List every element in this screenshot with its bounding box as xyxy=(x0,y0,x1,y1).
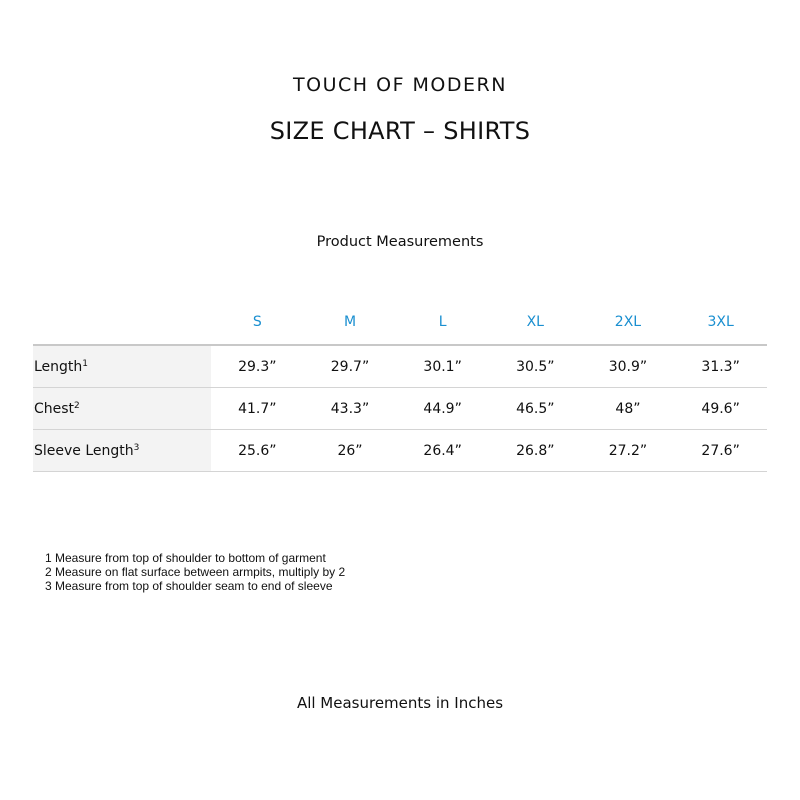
size-header-l: L xyxy=(396,300,489,345)
footnote-1: 1 Measure from top of shoulder to bottom of garment xyxy=(45,551,326,565)
footnote-marker: 1 xyxy=(82,358,89,369)
footnotes xyxy=(45,551,345,593)
footnote-3: 3 Measure from top of shoulder seam to end of sleeve xyxy=(45,579,333,593)
table-cell: 29.3” xyxy=(238,358,277,375)
size-header-row xyxy=(33,300,767,345)
size-header-2xl: 2XL xyxy=(582,300,675,345)
table-cell: 30.5” xyxy=(516,358,555,375)
row-label-chest xyxy=(33,388,211,430)
size-header-3xl: 3XL xyxy=(674,300,767,345)
table-cell: 29.7” xyxy=(330,358,370,375)
table-cell: 46.5” xyxy=(489,388,582,430)
table-cell: 26” xyxy=(304,430,397,472)
table-cell: 25.6” xyxy=(211,430,304,472)
table-cell: 30.9” xyxy=(608,358,648,375)
units-footer: All Measurements in Inches xyxy=(296,694,504,712)
table-cell: 26.4” xyxy=(396,430,489,472)
footnote-2: 2 Measure on flat surface between armpits, multiply by 2 xyxy=(45,565,346,579)
table-row-chest xyxy=(33,388,767,430)
size-header-xl: XL xyxy=(489,300,582,345)
table-cell: 48” xyxy=(582,388,675,430)
table-cell: 43.3” xyxy=(304,388,397,430)
size-header-s: S xyxy=(211,300,304,345)
size-header-m: M xyxy=(304,300,397,345)
size-table xyxy=(33,300,767,472)
row-label-length xyxy=(33,345,211,388)
table-cell: 41.7” xyxy=(211,388,304,430)
table-cell: 44.9” xyxy=(396,388,489,430)
page-title: SIZE CHART – SHIRTS xyxy=(269,117,531,145)
table-cell: 31.3” xyxy=(701,358,740,375)
row-label-text: Chest xyxy=(34,400,75,417)
table-row-sleeve-length xyxy=(33,430,767,472)
row-label-sleeve-length xyxy=(33,430,211,472)
header-spacer xyxy=(33,300,211,345)
table-caption: Product Measurements xyxy=(316,234,484,250)
table-cell: 27.6” xyxy=(674,430,767,472)
brand-logo-text: TOUCH OF MODERN xyxy=(293,74,507,96)
footnote-marker: 2 xyxy=(74,400,80,411)
table-row-length xyxy=(33,345,767,388)
footnote-marker: 3 xyxy=(133,442,140,453)
table-cell: 30.1” xyxy=(423,358,462,375)
table-cell: 49.6” xyxy=(674,388,767,430)
row-label-text: Length xyxy=(34,358,83,375)
row-label-text: Sleeve Length xyxy=(34,442,134,459)
table-cell: 27.2” xyxy=(582,430,675,472)
table-cell: 26.8” xyxy=(489,430,582,472)
